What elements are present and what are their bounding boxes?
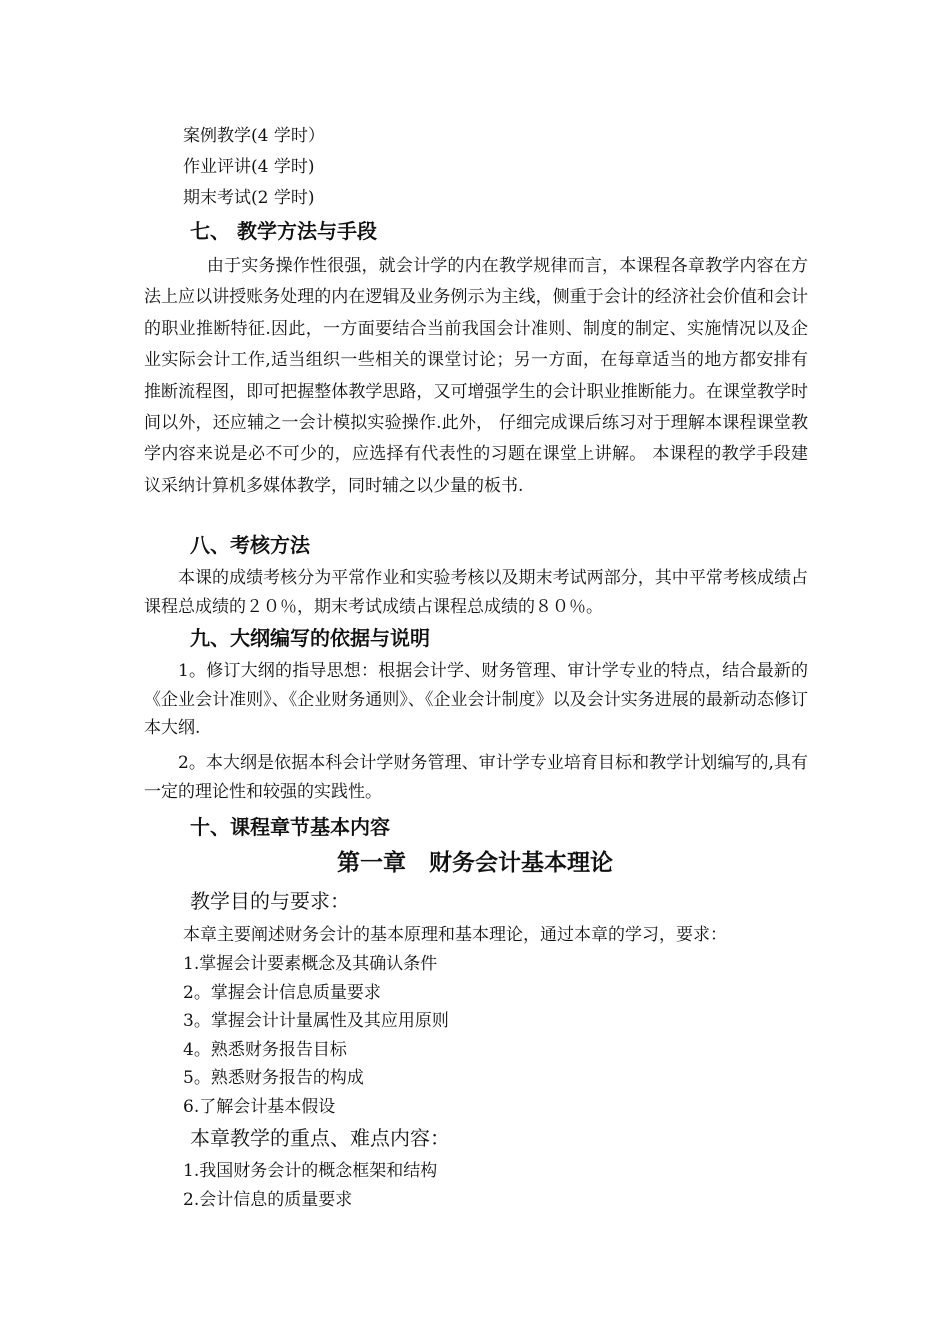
objective-item: 4。熟悉财务报告目标 [183, 1040, 347, 1060]
section-7-heading: 七、 教学方法与手段 [190, 219, 377, 243]
chapter-1-objectives-heading: 教学目的与要求： [190, 889, 350, 913]
chapter-1-keypoints-heading: 本章教学的重点、难点内容： [190, 1126, 450, 1150]
keypoint-item: 1.我国财务会计的概念框架和结构 [183, 1161, 438, 1181]
objective-item: 3。掌握会计计量属性及其应用原则 [183, 1011, 449, 1031]
section-9-heading: 九、大纲编写的依据与说明 [190, 626, 430, 650]
section-8-body: 本课的成绩考核分为平常作业和实验考核以及期末考试两部分，其中平常考核成绩占课程总成绩的２０％，期末考试成绩占课程总成绩的８０％。 [144, 568, 808, 617]
section-9-paragraph-2: 2。本大纲是依据本科会计学财务管理、审计学专业培育目标和教学计划编写的,具有一定的理论性和较强的实践性。 [144, 753, 808, 802]
section-10-heading: 十、课程章节基本内容 [190, 815, 390, 839]
section-7-body: 由于实务操作性很强，就会计学的内在教学规律而言，本课程各章教学内容在方法上应以讲授账务处理的内在逻辑及业务例示为主线，侧重于会计的经济社会价值和会计的职业推断特征.因此，一方面要结合当前我国会计准则、制度的制定、实施情况以及企业实际会计工作,适当组织一些相关的课堂讨论；另一方面，在每章适当的地方都安排有推断流程图，即可把握整体教学思路，又可增强学生的会计职业推断能力。在课堂教学时间以外，还应辅之一会计模拟实验操作.此外， 仔细完成课后练习对于理解本课程课堂教学内容来说是必不可少的，应选择有代表性的习题在课堂上讲解。 本课程的教学手段建议采纳计算机多媒体教学，同时辅之以少量的板书. [144, 256, 808, 496]
section-8-heading: 八、考核方法 [190, 533, 310, 557]
chapter-1-objectives-intro: 本章主要阐述财务会计的基本原理和基本理论，通过本章的学习，要求： [183, 925, 727, 945]
objective-item: 5。熟悉财务报告的构成 [183, 1068, 364, 1088]
schedule-item-final-exam: 期末考试(2 学时) [183, 188, 315, 208]
schedule-item-case-teaching: 案例教学(4 学时） [183, 126, 325, 146]
objective-item: 6.了解会计基本假设 [183, 1097, 336, 1117]
keypoint-item: 2.会计信息的质量要求 [183, 1190, 353, 1210]
objective-item: 1.掌握会计要素概念及其确认条件 [183, 954, 438, 974]
objective-item: 2。掌握会计信息质量要求 [183, 983, 381, 1003]
chapter-1-title: 第一章 财务会计基本理论 [337, 850, 613, 876]
schedule-item-homework-review: 作业评讲(4 学时) [183, 157, 315, 177]
section-9-paragraph-1: 1。修订大纲的指导思想：根据会计学、财务管理、审计学专业的特点，结合最新的《企业会计准则》、《企业财务通则》、《企业会计制度》以及会计实务进展的最新动态修订本大纲. [144, 661, 808, 739]
